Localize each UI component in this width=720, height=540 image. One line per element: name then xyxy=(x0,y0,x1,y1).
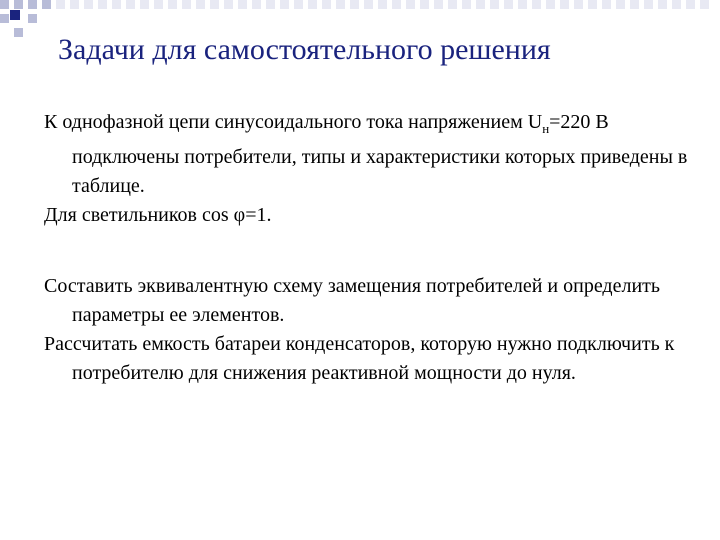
paragraph-circuit xyxy=(44,108,694,201)
slide-body xyxy=(44,108,694,388)
paragraph-lamps: Для светильников cos φ=1. xyxy=(44,204,272,226)
paragraph-circuit-end: =220 В подключены потребители, типы и характеристики которых приведены в таблице. xyxy=(72,111,688,197)
voltage-subscript: н xyxy=(542,121,550,136)
paragraph-circuit-start: К однофазной цепи синусоидального тока напряжением U xyxy=(44,111,543,133)
page-title: Задачи для самостоятельного решения xyxy=(58,33,551,66)
paragraph-capacitor: Рассчитать емкость батареи конденсаторов, которую нужно подключить к потребителю для снижения реактивной мощности до нуля. xyxy=(44,333,675,384)
spacer xyxy=(44,230,694,272)
paragraph-scheme: Составить эквивалентную схему замещения потребителей и определить параметры ее элементов. xyxy=(44,275,661,326)
